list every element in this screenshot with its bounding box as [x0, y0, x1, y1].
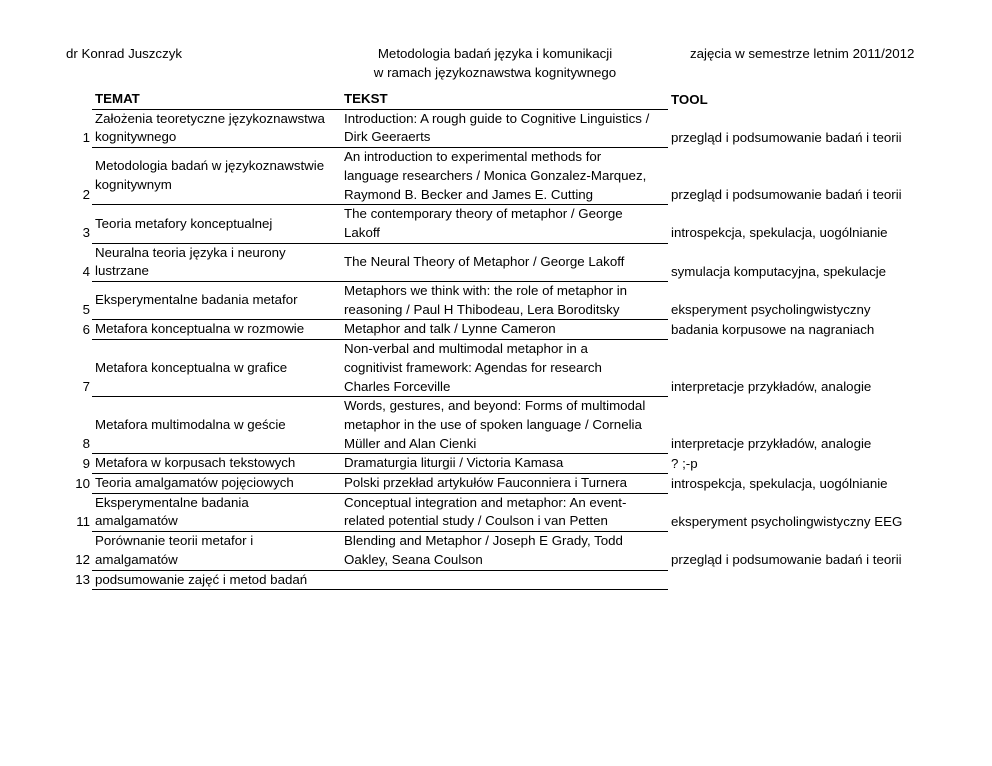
topic-cell	[92, 474, 341, 494]
reading-line	[344, 571, 668, 590]
method-cell: symulacja komputacyjna, spekulacje	[671, 263, 887, 279]
row-number: 6	[82, 321, 90, 337]
topic-line: Metafora multimodalna w geście	[95, 416, 286, 432]
topic-line: lustrzane	[95, 263, 149, 279]
method-cell: introspekcja, spekulacja, uogólnianie	[671, 475, 888, 491]
topic-line: Założenia teoretyczne językoznawstwa	[95, 110, 325, 126]
reading-cell	[341, 340, 668, 397]
reading-cell	[341, 282, 668, 320]
row-number: 8	[82, 436, 90, 452]
method-cell: eksperyment psycholingwistyczny	[671, 302, 871, 318]
method-cell: przegląd i podsumowanie badań i teorii	[671, 129, 902, 145]
reading-line: Metaphors we think with: the role of metaphor in	[344, 283, 628, 299]
reading-line: Blending and Metaphor / Joseph E Grady, Todd	[344, 533, 623, 549]
table-row	[72, 243, 968, 281]
topic-cell	[92, 109, 341, 147]
reading-line: Polski przekład artykułów Fauconniera i Turnera	[344, 475, 628, 491]
topic-cell	[92, 570, 341, 590]
row-number: 7	[82, 379, 90, 395]
topic-line: amalgamatów	[95, 513, 178, 529]
topic-cell	[92, 532, 341, 570]
reading-line: The Neural Theory of Metaphor / George Lakoff	[344, 253, 625, 269]
method-cell: introspekcja, spekulacja, uogólnianie	[671, 225, 888, 241]
row-number: 4	[82, 263, 90, 279]
method-cell: badania korpusowe na nagraniach	[671, 321, 875, 337]
topic-line: Metodologia badań w językoznawstwie	[95, 158, 325, 174]
table-row	[72, 493, 968, 531]
topic-line: Metafora w korpusach tekstowych	[95, 455, 296, 471]
table-row	[72, 282, 968, 320]
author-name: dr Konrad Juszczyk	[66, 46, 183, 61]
topic-line: kognitywnego	[95, 129, 177, 145]
reading-line: Lakoff	[344, 224, 380, 240]
table-row	[72, 532, 968, 570]
row-number: 13	[75, 572, 90, 588]
reading-cell	[341, 320, 668, 340]
method-cell: ? ;-p	[671, 455, 698, 471]
syllabus-table	[72, 90, 968, 590]
row-number: 12	[75, 552, 90, 568]
topic-cell	[92, 454, 341, 474]
course-title-line2: w ramach językoznawstwa kognitywnego	[373, 65, 617, 80]
row-number: 3	[82, 225, 90, 241]
reading-cell	[341, 205, 668, 243]
topic-line: Metafora konceptualna w rozmowie	[95, 321, 305, 337]
topic-cell	[92, 340, 341, 397]
reading-line: Conceptual integration and metaphor: An event-	[344, 494, 627, 510]
reading-cell	[341, 243, 668, 281]
column-header-tekst: TEKST	[341, 90, 668, 109]
method-cell: interpretacje przykładów, analogie	[671, 379, 872, 395]
row-number: 1	[82, 129, 90, 145]
reading-line: Charles Forceville	[344, 378, 451, 394]
reading-cell	[341, 493, 668, 531]
table-row	[72, 148, 968, 205]
reading-cell	[341, 454, 668, 474]
reading-line: Introduction: A rough guide to Cognitive Linguistics /	[344, 110, 650, 126]
method-cell: przegląd i podsumowanie badań i teorii	[671, 187, 902, 203]
course-title-line1: Metodologia badań języka i komunikacji	[377, 46, 613, 61]
topic-line: podsumowanie zajęć i metod badań	[95, 571, 308, 587]
reading-line: Non-verbal and multimodal metaphor in a	[344, 341, 588, 357]
reading-cell	[341, 474, 668, 494]
topic-cell	[92, 148, 341, 205]
method-cell: interpretacje przykładów, analogie	[671, 436, 872, 452]
row-number: 9	[82, 455, 90, 471]
table-row	[72, 320, 968, 340]
reading-line: The contemporary theory of metaphor / George	[344, 206, 623, 222]
reading-line: An introduction to experimental methods for	[344, 149, 602, 165]
table-row	[72, 474, 968, 494]
row-number: 2	[82, 187, 90, 203]
method-cell: eksperyment psycholingwistyczny EEG	[671, 513, 903, 529]
table-row	[72, 570, 968, 590]
reading-line: Oakley, Seana Coulson	[344, 551, 483, 567]
topic-line: Eksperymentalne badania	[95, 494, 249, 510]
reading-cell	[341, 148, 668, 205]
table-row	[72, 340, 968, 397]
topic-cell	[92, 320, 341, 340]
table-row	[72, 205, 968, 243]
reading-line: metaphor in the use of spoken language / Cornelia	[344, 416, 642, 432]
table-row	[72, 109, 968, 147]
reading-line: Metaphor and talk / Lynne Cameron	[344, 321, 556, 337]
reading-cell	[341, 109, 668, 147]
method-cell	[668, 570, 968, 590]
semester-label: zajęcia w semestrze letnim 2011/2012	[690, 46, 915, 61]
topic-line: Neuralna teoria języka i neurony	[95, 244, 286, 260]
row-number: 10	[75, 475, 90, 491]
topic-cell	[92, 493, 341, 531]
topic-line: kognitywnym	[95, 177, 172, 193]
row-number: 5	[82, 302, 90, 318]
column-header-number	[72, 90, 92, 109]
reading-line: Müller and Alan Cienki	[344, 435, 477, 451]
reading-cell	[341, 397, 668, 454]
topic-line: Eksperymentalne badania metafor	[95, 292, 298, 308]
table-body	[72, 109, 968, 590]
topic-cell	[92, 205, 341, 243]
topic-line: Metafora konceptualna w grafice	[95, 359, 288, 375]
column-header-tema: TEMAT	[92, 90, 341, 109]
reading-cell	[341, 570, 668, 590]
reading-line: language researchers / Monica Gonzalez-Marquez,	[344, 167, 647, 183]
reading-line: Raymond B. Becker and James E. Cutting	[344, 186, 594, 202]
table-row	[72, 454, 968, 474]
topic-line: amalgamatów	[95, 551, 178, 567]
row-number: 11	[76, 513, 90, 529]
topic-cell	[92, 243, 341, 281]
topic-line: Teoria metafory konceptualnej	[95, 215, 273, 231]
reading-cell	[341, 532, 668, 570]
column-header-tool: TOOL	[671, 91, 708, 107]
reading-line: Words, gestures, and beyond: Forms of multimodal	[344, 398, 646, 414]
topic-cell	[92, 397, 341, 454]
topic-line: Porównanie teorii metafor i	[95, 533, 254, 549]
reading-line: Dramaturgia liturgii / Victoria Kamasa	[344, 455, 564, 471]
reading-line: related potential study / Coulson i van Petten	[344, 513, 608, 529]
course-title	[340, 44, 650, 82]
topic-line: Teoria amalgamatów pojęciowych	[95, 475, 294, 491]
topic-cell	[92, 282, 341, 320]
table-header-row	[72, 90, 968, 109]
reading-line: Dirk Geeraerts	[344, 129, 431, 145]
reading-line: reasoning / Paul H Thibodeau, Lera Boroditsky	[344, 301, 620, 317]
method-cell: przegląd i podsumowanie badań i teorii	[671, 552, 902, 568]
table-row	[72, 397, 968, 454]
reading-line: cognitivist framework: Agendas for research	[344, 359, 602, 375]
